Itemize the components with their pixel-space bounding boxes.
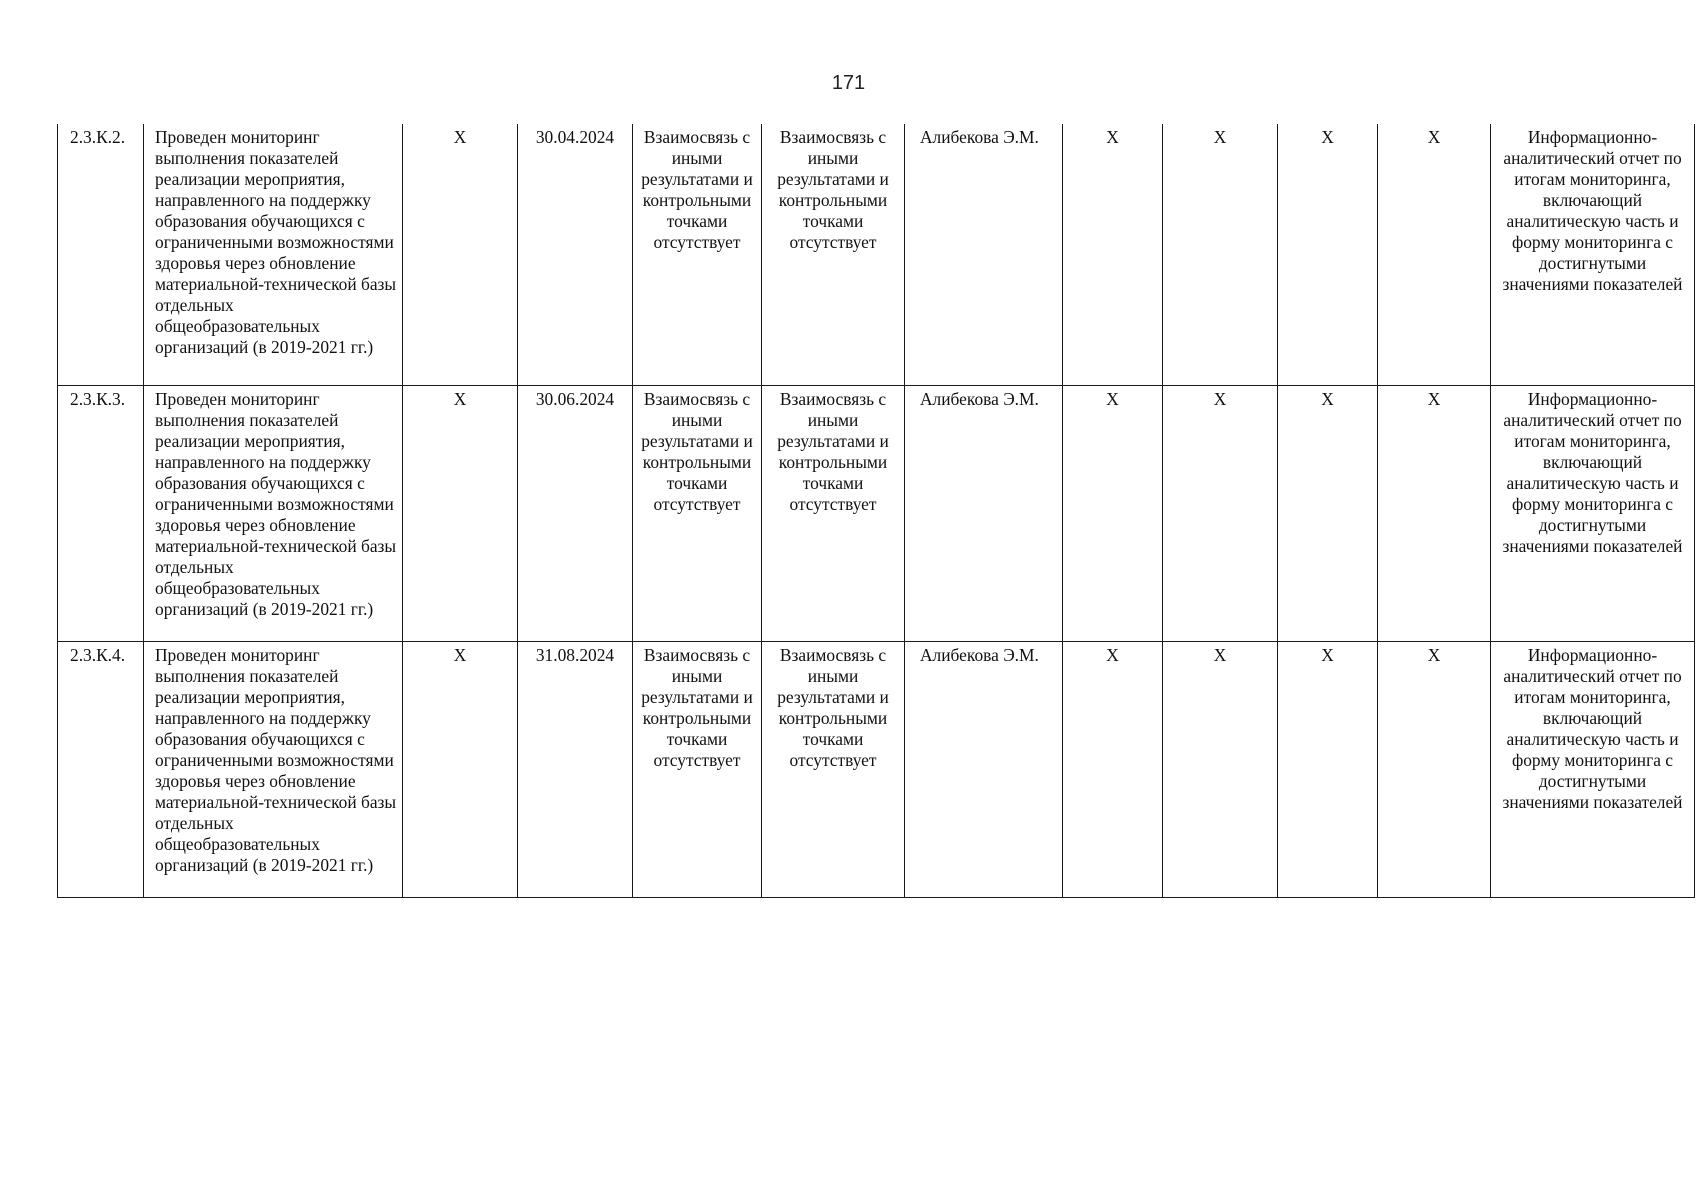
row-cell-x: Х bbox=[1063, 124, 1163, 385]
row-description: Проведен мониторинг выполнения показателей реализации мероприятия, направленного на поддержку образования обучающихся с ограниченными возможностями здоровья через обновление материальной-технической базы отдельных общеобразовательных организаций (в 2019-2021 гг.) bbox=[144, 124, 403, 385]
table-row bbox=[58, 124, 1695, 385]
control-points-table bbox=[57, 124, 1695, 898]
row-document: Информационно-аналитический отчет по итогам мониторинга, включающий аналитическую часть и форму мониторинга с достигнутыми значениями показателей bbox=[1491, 641, 1695, 897]
row-cell-x: Х bbox=[403, 124, 518, 385]
row-relation-next: Взаимосвязь с иными результатами и контрольными точками отсутствует bbox=[762, 385, 905, 641]
row-responsible: Алибекова Э.М. bbox=[905, 641, 1063, 897]
row-responsible: Алибекова Э.М. bbox=[905, 385, 1063, 641]
row-document: Информационно-аналитический отчет по итогам мониторинга, включающий аналитическую часть и форму мониторинга с достигнутыми значениями показателей bbox=[1491, 124, 1695, 385]
row-cell-x: Х bbox=[1278, 385, 1378, 641]
row-cell-x: Х bbox=[1163, 124, 1278, 385]
row-cell-x: Х bbox=[1163, 385, 1278, 641]
row-date: 30.04.2024 bbox=[518, 124, 633, 385]
row-cell-x: Х bbox=[1278, 641, 1378, 897]
row-cell-x: Х bbox=[1063, 385, 1163, 641]
row-description: Проведен мониторинг выполнения показателей реализации мероприятия, направленного на поддержку образования обучающихся с ограниченными возможностями здоровья через обновление материальной-технической базы отдельных общеобразовательных организаций (в 2019-2021 гг.) bbox=[144, 641, 403, 897]
row-cell-x: Х bbox=[1063, 641, 1163, 897]
table-row bbox=[58, 385, 1695, 641]
row-id: 2.3.К.3. bbox=[58, 385, 144, 641]
row-document: Информационно-аналитический отчет по итогам мониторинга, включающий аналитическую часть и форму мониторинга с достигнутыми значениями показателей bbox=[1491, 385, 1695, 641]
row-relation-prev: Взаимосвязь с иными результатами и контрольными точками отсутствует bbox=[633, 124, 762, 385]
row-cell-x: Х bbox=[403, 641, 518, 897]
row-relation-next: Взаимосвязь с иными результатами и контрольными точками отсутствует bbox=[762, 124, 905, 385]
row-id: 2.3.К.4. bbox=[58, 641, 144, 897]
row-relation-next: Взаимосвязь с иными результатами и контрольными точками отсутствует bbox=[762, 641, 905, 897]
row-date: 30.06.2024 bbox=[518, 385, 633, 641]
row-cell-x: Х bbox=[403, 385, 518, 641]
page-number: 171 bbox=[831, 72, 866, 94]
row-relation-prev: Взаимосвязь с иными результатами и контрольными точками отсутствует bbox=[633, 641, 762, 897]
row-cell-x: Х bbox=[1163, 641, 1278, 897]
row-description: Проведен мониторинг выполнения показателей реализации мероприятия, направленного на поддержку образования обучающихся с ограниченными возможностями здоровья через обновление материальной-технической базы отдельных общеобразовательных организаций (в 2019-2021 гг.) bbox=[144, 385, 403, 641]
row-id: 2.3.К.2. bbox=[58, 124, 144, 385]
row-relation-prev: Взаимосвязь с иными результатами и контрольными точками отсутствует bbox=[633, 385, 762, 641]
row-date: 31.08.2024 bbox=[518, 641, 633, 897]
row-cell-x: Х bbox=[1378, 385, 1491, 641]
row-cell-x: Х bbox=[1378, 124, 1491, 385]
row-cell-x: Х bbox=[1278, 124, 1378, 385]
table-row bbox=[58, 641, 1695, 897]
row-responsible: Алибекова Э.М. bbox=[905, 124, 1063, 385]
row-cell-x: Х bbox=[1378, 641, 1491, 897]
